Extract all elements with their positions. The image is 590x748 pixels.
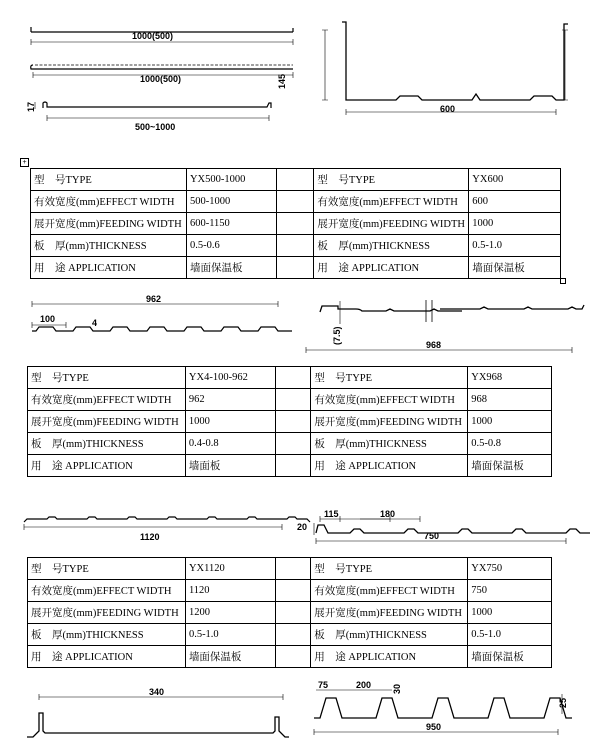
dim-width-right: 968 [426, 340, 442, 350]
row-label: 型 号TYPE [314, 169, 469, 191]
dim-width-3: 500~1000 [135, 122, 176, 132]
spacer-cell [276, 169, 314, 191]
cell-value: 0.5-1.0 [185, 624, 275, 646]
cell-value: 600 [469, 191, 561, 213]
row-label: 用 途 APPLICATION [314, 257, 469, 279]
table-row [28, 558, 552, 580]
dim-width-left: 1120 [140, 532, 160, 542]
table-row [31, 213, 561, 235]
spacer-cell [275, 367, 311, 389]
dim-width-right: 750 [424, 531, 440, 541]
dim-pitch: 100 [40, 314, 56, 324]
cell-value: 1000 [185, 411, 275, 433]
profile-340-drawing [25, 685, 295, 745]
table-row [31, 191, 561, 213]
row-label: 有效宽度(mm)EFFECT WIDTH [311, 580, 468, 602]
row-label: 板 厚(mm)THICKNESS [314, 235, 469, 257]
row-label: 展开宽度(mm)FEEDING WIDTH [311, 411, 468, 433]
cell-value: 962 [185, 389, 275, 411]
cell-value: 1000 [468, 602, 552, 624]
row-label: 板 厚(mm)THICKNESS [311, 624, 468, 646]
dim-height-right: 20 [297, 522, 308, 532]
table-resize-handle[interactable] [560, 278, 566, 284]
row-label: 用 途 APPLICATION [28, 646, 186, 668]
cell-value: YX968 [468, 367, 552, 389]
spec-table-3 [27, 557, 552, 668]
cell-value: 墙面保温板 [469, 257, 561, 279]
dim-width-left: 340 [149, 687, 165, 697]
spacer-cell [275, 455, 311, 477]
spacer-cell [275, 624, 311, 646]
row-label: 型 号TYPE [28, 367, 186, 389]
cell-value: 1120 [185, 580, 275, 602]
dim-height-left: 145 [277, 73, 287, 89]
row-label: 板 厚(mm)THICKNESS [28, 624, 186, 646]
spec-table-1 [30, 168, 561, 279]
row-label: 用 途 APPLICATION [311, 646, 468, 668]
row-label: 型 号TYPE [311, 367, 468, 389]
dim-height-right: (7.5) [332, 326, 342, 345]
profile-yx950-drawing [300, 680, 580, 740]
cell-value: 1200 [185, 602, 275, 624]
cell-value: 墙面保温板 [185, 646, 275, 668]
profile-yx600-drawing [277, 20, 580, 130]
table-row [28, 580, 552, 602]
row-label: 用 途 APPLICATION [31, 257, 187, 279]
row-label: 展开宽度(mm)FEEDING WIDTH [28, 602, 186, 624]
cell-value: 1000 [469, 213, 561, 235]
spacer-cell [275, 602, 311, 624]
cell-value: 600-1150 [186, 213, 276, 235]
row-label: 有效宽度(mm)EFFECT WIDTH [314, 191, 469, 213]
cell-value: 0.5-1.0 [469, 235, 561, 257]
spacer-cell [276, 191, 314, 213]
dim-width-1: 1000(500) [132, 31, 174, 41]
dim-d1: 75 [318, 680, 329, 690]
row-label: 型 号TYPE [31, 169, 187, 191]
table-row [28, 411, 552, 433]
table-move-handle[interactable]: + [20, 158, 29, 167]
dim-height-left: 4 [92, 318, 98, 328]
cell-value: 墙面板 [185, 455, 275, 477]
cell-value: YX600 [469, 169, 561, 191]
dim-width-right: 950 [426, 722, 442, 732]
dim-d1: 115 [324, 509, 339, 519]
cell-value: 0.4-0.8 [185, 433, 275, 455]
spacer-cell [275, 580, 311, 602]
spacer-cell [275, 389, 311, 411]
cell-value: 0.5-1.0 [468, 624, 552, 646]
table-row [31, 169, 561, 191]
cell-value: YX750 [468, 558, 552, 580]
cell-value: YX1120 [185, 558, 275, 580]
dim-width-left: 962 [146, 294, 162, 304]
table-row [31, 257, 561, 279]
row-label: 用 途 APPLICATION [311, 455, 468, 477]
table-row [28, 624, 552, 646]
spacer-cell [276, 257, 314, 279]
profile-yx4-100-962-drawing [20, 293, 290, 343]
row-label: 有效宽度(mm)EFFECT WIDTH [28, 389, 186, 411]
spacer-cell [275, 433, 311, 455]
cell-value: 750 [468, 580, 552, 602]
row-label: 展开宽度(mm)FEEDING WIDTH [31, 213, 187, 235]
dim-width-2: 1000(500) [140, 74, 182, 84]
cell-value: 墙面保温板 [468, 646, 552, 668]
dim-d3: 30 [392, 683, 402, 694]
row-label: 有效宽度(mm)EFFECT WIDTH [28, 580, 186, 602]
spacer-cell [276, 213, 314, 235]
table-row [28, 646, 552, 668]
spacer-cell [275, 411, 311, 433]
table-row [31, 235, 561, 257]
row-label: 展开宽度(mm)FEEDING WIDTH [311, 602, 468, 624]
cell-value: 墙面保温板 [186, 257, 276, 279]
table-row [28, 433, 552, 455]
cell-value: YX4-100-962 [185, 367, 275, 389]
row-label: 板 厚(mm)THICKNESS [31, 235, 187, 257]
cell-value: 0.5-0.6 [186, 235, 276, 257]
cell-value: 1000 [468, 411, 552, 433]
cell-value: 墙面保温板 [468, 455, 552, 477]
row-label: 展开宽度(mm)FEEDING WIDTH [28, 411, 186, 433]
dim-d2: 200 [356, 680, 372, 690]
row-label: 型 号TYPE [28, 558, 186, 580]
spacer-cell [276, 235, 314, 257]
row-label: 用 途 APPLICATION [28, 455, 186, 477]
cell-value: 968 [468, 389, 552, 411]
row-label: 型 号TYPE [311, 558, 468, 580]
cell-value: 500-1000 [186, 191, 276, 213]
row-label: 展开宽度(mm)FEEDING WIDTH [314, 213, 469, 235]
spacer-cell [275, 646, 311, 668]
row-label: 有效宽度(mm)EFFECT WIDTH [311, 389, 468, 411]
cell-value: YX500-1000 [186, 169, 276, 191]
dim-width-right: 600 [440, 104, 456, 114]
dim-d2: 180 [380, 509, 396, 519]
row-label: 板 厚(mm)THICKNESS [28, 433, 186, 455]
dim-height-3: 17 [26, 101, 36, 112]
profile-yx1120-drawing [20, 510, 290, 550]
profile-yx750-drawing [297, 505, 580, 550]
table-row [28, 602, 552, 624]
row-label: 板 厚(mm)THICKNESS [311, 433, 468, 455]
dim-height-right: 25 [558, 697, 568, 708]
profile-yx968-drawing [300, 292, 570, 362]
spec-table-2 [27, 366, 552, 477]
table-row [28, 367, 552, 389]
spacer-cell [275, 558, 311, 580]
cell-value: 0.5-0.8 [468, 433, 552, 455]
table-row [28, 389, 552, 411]
row-label: 有效宽度(mm)EFFECT WIDTH [31, 191, 187, 213]
table-row [28, 455, 552, 477]
